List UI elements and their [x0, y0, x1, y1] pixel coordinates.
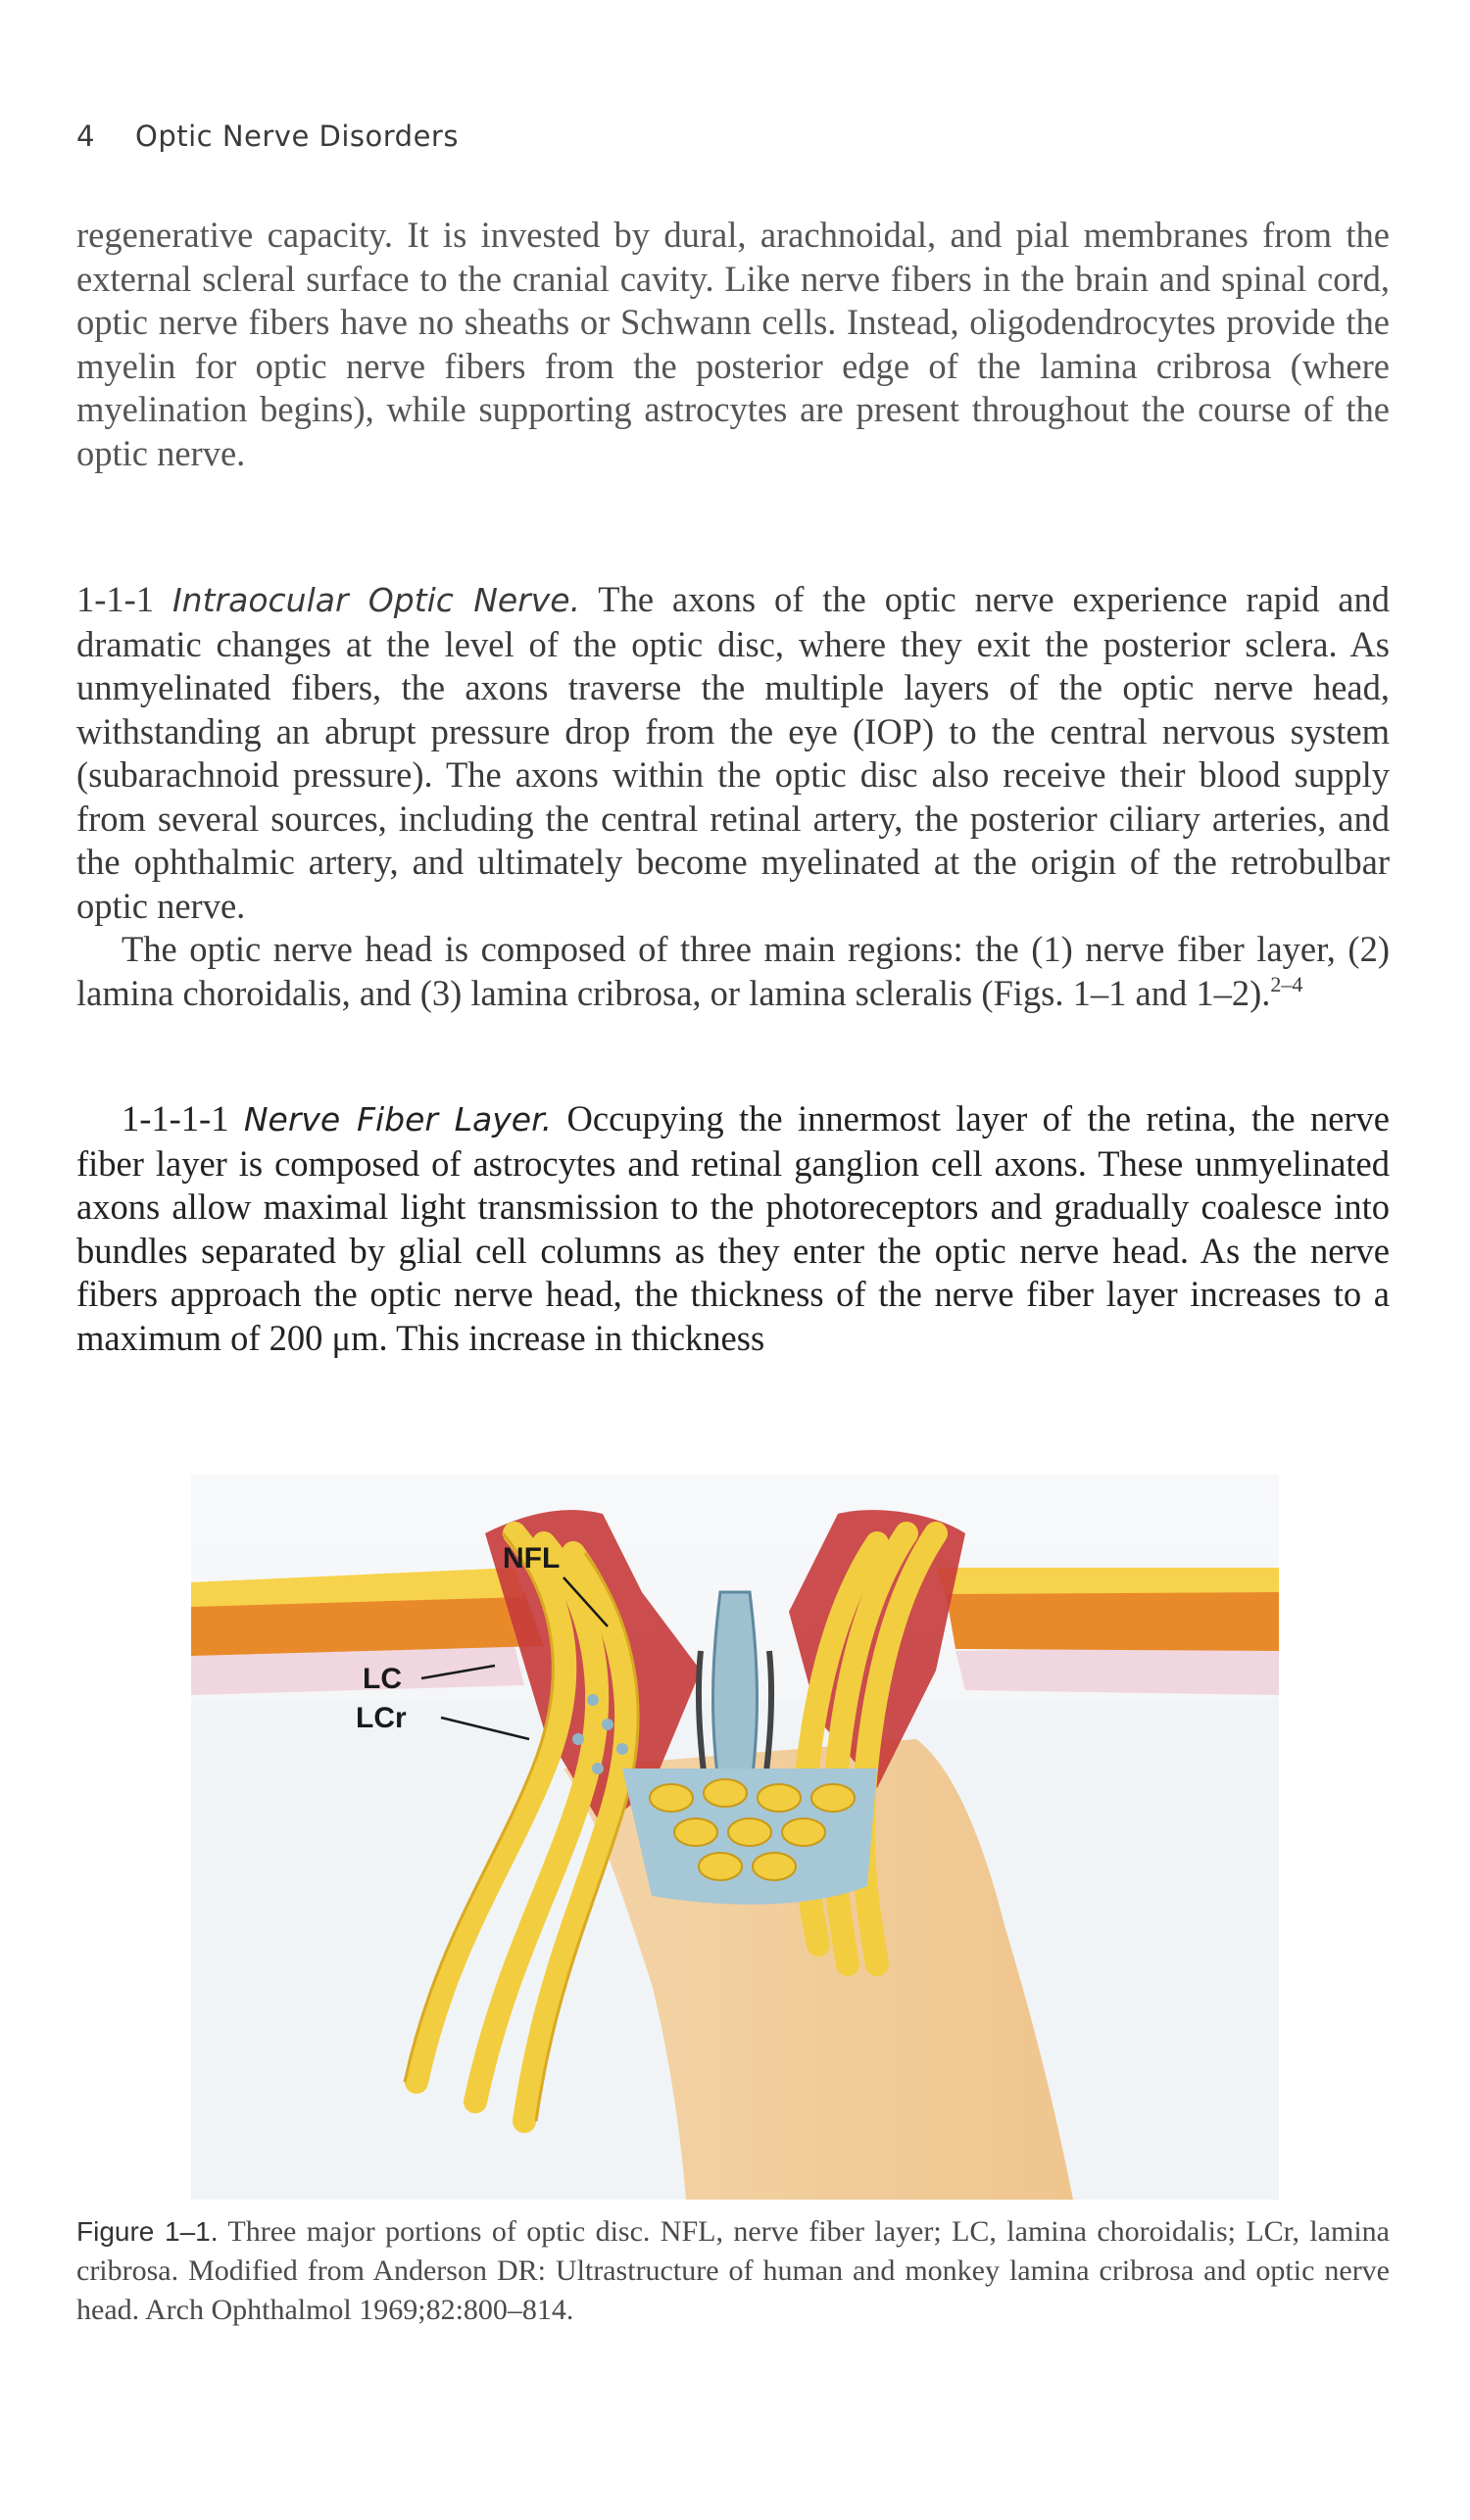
label-nfl: NFL [503, 1542, 561, 1575]
running-title: Optic Nerve Disorders [135, 120, 459, 153]
section-number: 1-1-1 [76, 579, 155, 619]
paragraph-text: regenerative capacity. It is invested by dural, arachnoidal, and pial membranes from the external scleral surface to the cranial cavity. Like nerve fibers in the brain and spinal cord, optic nerve fibers have no sheaths or Schwann cells. Instead, oligodendrocytes provide the myelin for optic nerve fibers from the posterior edge of the lamina cribrosa (where myelination begins), while supporting astrocytes are present throughout the course of the optic nerve. [76, 215, 1390, 473]
citation-ref: 2–4 [1270, 971, 1303, 996]
label-lcr: LCr [356, 1702, 407, 1734]
caption-text: Three major portions of optic disc. NFL, nerve fiber layer; LC, lamina choroidalis; LCr, lamina cribrosa. Modified from Anderson DR: Ultrastructure of human and monkey lamina cribrosa and optic nerve head. Arch Ophthalmol 1969;82:800–814. [76, 2215, 1390, 2326]
figure-optic-disc-illustration [191, 1475, 1279, 2200]
section-title: Intraocular Optic Nerve. [172, 581, 581, 619]
central-vessel [713, 1592, 758, 1798]
retina-yellow-right [936, 1568, 1279, 1594]
paragraph-intro [76, 214, 1390, 475]
optic-disc-illustration [191, 1475, 1279, 2200]
section-nerve-fiber-layer [76, 1097, 1390, 1360]
subsection-title: Nerve Fiber Layer. [243, 1100, 553, 1139]
running-head [76, 120, 459, 153]
page-number: 4 [76, 120, 95, 153]
subsection-body: Occupying the innermost layer of the retina, the nerve fiber layer is composed of astrocytes and retinal ganglion cell axons. These unmyelinated axons allow maximal light transmission to the photoreceptors and gradually coalesce into bundles separated by glial cell columns as they enter the optic nerve head. As the nerve fibers approach the optic nerve head, the thickness of the nerve fiber layer increases to a maximum of 200 μm. This increase in thickness [76, 1098, 1391, 1358]
choroid-band-right [956, 1646, 1279, 1695]
subsection-number: 1-1-1-1 [122, 1098, 229, 1139]
retina-layer-right [946, 1587, 1279, 1651]
label-lc: LC [363, 1663, 402, 1695]
figure-caption [76, 2212, 1390, 2330]
paragraph-text: The optic nerve head is composed of three main regions: the (1) nerve fiber layer, (2) lamina choroidalis, and (3) lamina cribrosa, or lamina scleralis (Figs. 1–1 and 1–2). [76, 929, 1390, 1013]
section-body: The axons of the optic nerve experience rapid and dramatic changes at the level of the optic disc, where they exit the posterior sclera. As unmyelinated fibers, the axons traverse the multiple layers of the optic nerve head, withstanding an abrupt pressure drop from the eye (IOP) to the central nervous system (subarachnoid pressure). The axons within the optic disc also receive their blood supply from several sources, including the central retinal artery, the posterior ciliary arteries, and the ophthalmic artery, and ultimately become myelinated at the origin of the retrobulbar optic nerve. [76, 579, 1390, 926]
section-intraocular-optic-nerve [76, 578, 1390, 1015]
caption-label: Figure 1–1. [76, 2216, 219, 2247]
